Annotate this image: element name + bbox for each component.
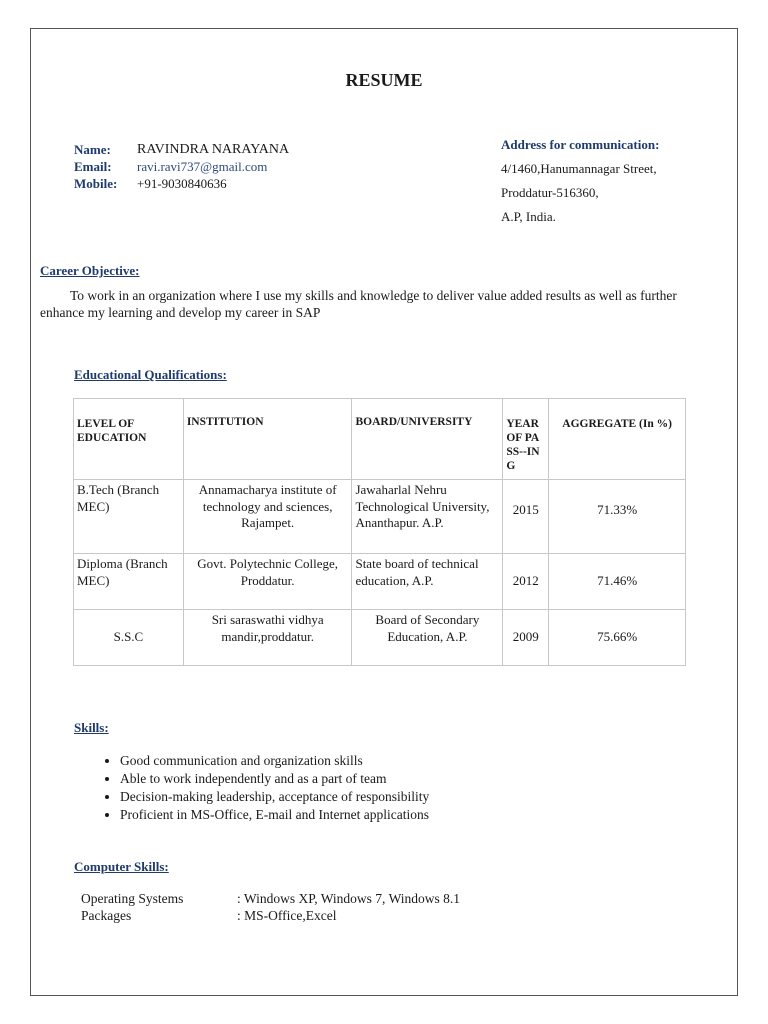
computer-skill-label: Operating Systems (81, 891, 184, 906)
list-item: • Decision-making leadership, acceptance of responsibility (120, 788, 429, 806)
cell-aggregate: 71.46% (549, 554, 686, 610)
name-value: RAVINDRA NARAYANA (137, 142, 290, 157)
skills-heading: Skills: (74, 720, 109, 735)
column-header: INSTITUTION (183, 399, 352, 480)
table-header-row (74, 399, 686, 480)
table-row (74, 554, 686, 610)
cell-board: Board of Secondary Education, A.P. (352, 610, 503, 666)
cell-board: Jawaharlal Nehru Technological University, Ananthapur. A.P. (352, 480, 503, 554)
mobile-value: +91-9030840636 (137, 176, 227, 191)
computer-skill-label: Packages (81, 908, 132, 923)
cell-level: S.S.C (74, 610, 184, 666)
name-label: Name: (74, 142, 111, 157)
computer-skill-value: : Windows XP, Windows 7, Windows 8.1 (237, 891, 461, 906)
skills-list (76, 752, 429, 824)
list-item: • Proficient in MS-Office, E-mail and Internet applications (120, 806, 429, 824)
cell-level: Diploma (Branch MEC) (74, 554, 184, 610)
column-header: YEAR OF PASS--ING (503, 399, 549, 480)
address-line: Proddatur-516360, (501, 185, 599, 200)
cell-board: State board of technical education, A.P. (352, 554, 503, 610)
cell-year: 2009 (503, 610, 549, 666)
email-label: Email: (74, 159, 112, 174)
education-heading: Educational Qualifications: (74, 367, 227, 382)
cell-aggregate: 75.66% (549, 610, 686, 666)
table-row (74, 610, 686, 666)
cell-year: 2012 (503, 554, 549, 610)
list-item: • Good communication and organization skills (120, 752, 429, 770)
computer-skill-value: : MS-Office,Excel (237, 908, 337, 923)
column-header: AGGREGATE (In %) (549, 399, 686, 480)
cell-institution: Sri saraswathi vidhya mandir,proddatur. (183, 610, 352, 666)
career-objective-text: To work in an organization where I use my skills and knowledge to deliver value added results as well as further enhance my learning and develop my career in SAP (40, 288, 677, 320)
education-table (73, 398, 686, 666)
cell-year: 2015 (503, 480, 549, 554)
column-header: BOARD/UNIVERSITY (352, 399, 503, 480)
list-item: • Able to work independently and as a part of team (120, 770, 429, 788)
email-value[interactable]: ravi.ravi737@gmail.com (137, 159, 268, 174)
cell-institution: Govt. Polytechnic College, Proddatur. (183, 554, 352, 610)
computer-skills-heading: Computer Skills: (74, 859, 169, 874)
document-title: RESUME (345, 70, 423, 90)
table-row (74, 480, 686, 554)
career-objective-heading: Career Objective: (40, 263, 140, 278)
cell-level: B.Tech (Branch MEC) (74, 480, 184, 554)
cell-institution: Annamacharya institute of technology and sciences, Rajampet. (183, 480, 352, 554)
address-heading: Address for communication: (501, 137, 660, 152)
address-line: A.P, India. (501, 209, 556, 224)
column-header: LEVEL OF EDUCATION (74, 399, 184, 480)
address-line: 4/1460,Hanumannagar Street, (501, 161, 657, 176)
cell-aggregate: 71.33% (549, 480, 686, 554)
mobile-label: Mobile: (74, 176, 118, 191)
